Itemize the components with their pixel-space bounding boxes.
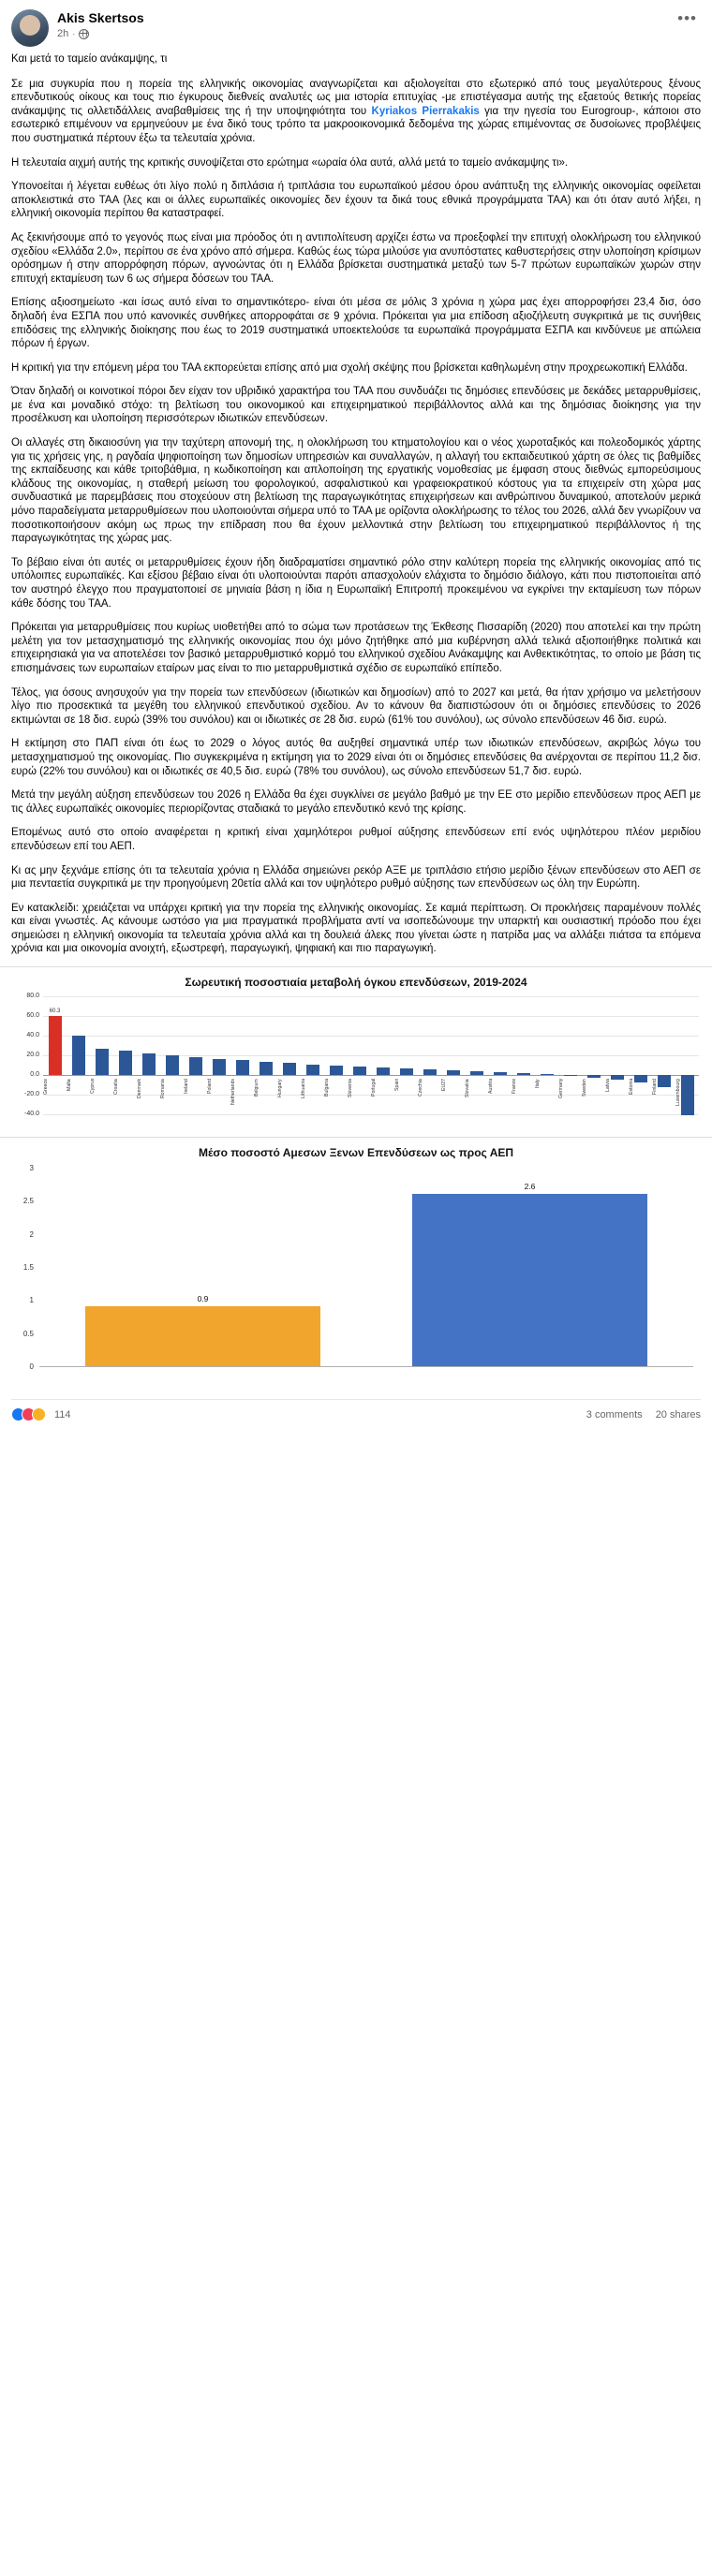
- chart1-y-tick: 0.0: [30, 1071, 39, 1079]
- author-name[interactable]: Akis Skertsos: [57, 10, 144, 25]
- mention-link[interactable]: Kyriakos Pierrakakis: [371, 105, 480, 117]
- chart-card-fdi-gdp: [0, 1137, 712, 1397]
- chart1-category-label: Romania: [160, 1079, 166, 1098]
- post-header: [0, 0, 712, 51]
- care-icon: [32, 1407, 46, 1421]
- chart2-bars: [39, 1169, 693, 1366]
- post-paragraph: Πρόκειται για μεταρρυθμίσεις που κυρίως υιοθετήθει από το σώμα των προτάσεων της Έκθεσης Πισσαρίδη (2020) που αποτελεί και την πρώτη μελέτη για τον μετασχηματισμό της ελληνικής οικονομίας που όχι μόνο ζητήθηκε από μια κυβέρνηση αλλά τελικά αξιοποιήθηκε πολιτικά και επιχειρησιακά για να αποτελέσει τον βασικό μεταρρυθμιστικό κορμό του ελληνικού σχεδίου Ανάκαμψης και Ανθεκτικότητας, το οποίο με βάση τις επισημάνσεις των ευρωπαίων εταίρων μας είναι το πιο μεταρρυθμιστικά σχέδιο σε ευρωπαϊκό επίπεδο.: [11, 622, 701, 674]
- chart1-category-label: Sweden: [582, 1079, 587, 1097]
- chart1-category-label: Belgium: [254, 1079, 260, 1097]
- avatar[interactable]: [11, 9, 49, 47]
- chart1-y-tick: 60.0: [26, 1012, 39, 1020]
- chart1: [6, 993, 706, 1133]
- chart2-bar-value: 0.9: [197, 1294, 209, 1304]
- chart1-category-label: Croatia: [113, 1079, 119, 1095]
- footer-counts: [586, 1409, 701, 1420]
- chart1-category-label: Czechia: [418, 1079, 423, 1097]
- chart2-bar: [412, 1169, 647, 1366]
- chart1-category-label: Slovakia: [465, 1079, 470, 1097]
- chart1-category-label: Ireland: [184, 1079, 189, 1094]
- chart2-y-tick: 3: [29, 1164, 34, 1173]
- post-paragraph: Και μετά το ταμείο ανάκαμψης, τι: [11, 53, 168, 65]
- chart1-category-labels: [43, 1079, 699, 1131]
- reactions-summary[interactable]: [11, 1407, 71, 1421]
- chart1-category-label: EU27: [441, 1079, 447, 1092]
- post-paragraph: Επομένως αυτό στο οποίο αναφέρεται η κριτική είναι χαμηλότεροι ρυθμοί αύξησης επενδύσεων επί ενός υψηλότερου πλέον μεριδίου επενδύσεων επί του ΑΕΠ.: [11, 827, 701, 852]
- post-paragraph: Μετά την μεγάλη αύξηση επενδύσεων του 2026 η Ελλάδα θα έχει συγκλίνει σε μεγάλο βαθμό με την ΕΕ στο μερίδιο επενδύσεων προς ΑΕΠ με τις άλλες ευρωπαϊκές οικονομίες περιορίζοντας σταδιακά το μεγάλο επενδυτικό κενό της κρίσης.: [11, 789, 701, 815]
- chart1-category-label: Greece: [43, 1079, 49, 1096]
- chart1-y-tick: 80.0: [26, 993, 39, 1000]
- chart2-y-tick: 1: [29, 1296, 34, 1305]
- post-paragraph: Το βέβαιο είναι ότι αυτές οι μεταρρυθμίσεις έχουν ήδη διαδραματίσει σημαντικό ρόλο στην καλύτερη πορεία της ελληνικής οικονομίας από τις υπόλοιπες ευρωπαϊκές. Και εξίσου βέβαιο είναι ότι υλοποιούνται παρότι απασχολούν ελάχιστα το δημόσιο διάλογο, κάτι που πιστοποιείται από τον αυστηρό έλεγχο που πραγματοποιεί σε μηνιαία βάση η ίδια η Ευρωπαϊκή Επιτροπή προκειμένου να εγκρίνει την εκταμίευση των πόρων κάθε δόσης του ΤΑΑ.: [11, 556, 701, 610]
- post-paragraph: Οι αλλαγές στη δικαιοσύνη για την ταχύτερη απονομή της, η ολοκλήρωση του κτηματολογίου και ο νέος χωροταξικός και πολεοδομικός χάρτης για τις χρήσεις γης, η ραγδαία ψηφιοποίηση των δημοσίων υπηρεσιών και συναλλαγών, η αλλαγή του εκπαιδευτικού χάρτη σε όλες τις βαθμίδες της εκπαίδευσης και κάθε τριτοβάθμια, η κωδικοποίηση και απλοποίηση της εργατικής νομοθεσίας με έμφαση στους διεθνώς εμπορεύσιμους κλάδους της οικονομίας, η σταθερή μείωση του φορολογικού, ασφαλιστικού και γραφειοκρατικού κόστους για τα επιχειρείν στη χώρα μας συνδυαστικά με παρεμβάσεις που στοχεύουν στη βελτίωση της παραγωγικότητας επιχειρήσεων και ανθρώπινου δυναμικού, αποτελούν μερικά μόνο παραδείγματα μεταρρυθμίσεων που υλοποιούνται σήμερα υπό το ΤΑΑ με ορίζοντα ολοκλήρωσης το τέλος του 2026, αλλά δεν γνωρίζουν να ποσοτικοποιήσουν ακόμη ως πρως την επίδραση που θα έχουν μελλοντικά στην βελτίωση του επιχειρηματικού περιβάλλοντος ή της παραγωγικότητας της χώρας μας.: [11, 437, 701, 545]
- post-paragraph-mention: Σε μια συγκυρία που η πορεία της ελληνικής οικονομίας αναγνωρίζεται και αξιολογείται στο εξωτερικό από τους μεγαλύτερους ξένους επενδυτικούς οίκους και τους πιο έγκυρους διεθνείς αναλυτές ως μια ιστορία επιτυχίας -με επιστέγασμα αυτής της εξαετούς θετικής πορείας ανάκαμψης τις ολλετιδάλλεις αναβαθμίσεις της ή την υποψηφιότητα του Kyriakos Pierrakakis για την ηγεσία του Eurogroup-, κάποιοι στο εσωτερικό επιμένουν να ερμηνεύουν με ένα δικό τους τρόπο τα μακροοικονομικά δεδομένα της χώρας επιμένοντας σε δυσοίωνες προβλέψεις που συστηματικά πέρτουν έξω τα τελευταία χρόνια.: [11, 78, 701, 144]
- chart2-y-tick: 2: [29, 1229, 34, 1239]
- chart2-bar: [85, 1169, 320, 1366]
- chart1-category-label: Lithuania: [301, 1079, 306, 1099]
- reaction-icons: [11, 1407, 42, 1421]
- post-paragraph: Ας ξεκινήσουμε από το γεγονός πως είναι μια πρόοδος ότι η αντιπολίτευση αρχίζει έστω να προεξοφλεί την επιτυχή ολοκλήρωση του ελληνικού σχεδίου «Ελλάδα 2.0», περίπου σε ένα χρόνο από σήμερα. Καθώς έως τώρα μιλούσε για ανυπόστατες καθυστερήσεις στην υλοποίηση κρίσιμων ορόσημων ή στην απορρόφηση πόρων, αγνοώντας ότι η Ελλάδα βρίσκεται συστηματικά μεταξύ των 5-7 πρώτων ευρωπαϊκών χωρών στην επιτυχή εκταμίευση των 6 ως σήμερα δόσεων του ΤΑΑ.: [11, 231, 701, 285]
- post-paragraph: Τέλος, για όσους ανησυχούν για την πορεία των επενδύσεων (ιδιωτικών και δημοσίων) από το 2027 και μετά, θα ήταν χρήσιμο να μελετήσουν λίγο πιο προσεκτικά τα μεγέθη του ελληνικού επενδυτικού σχεδίου. Αν το κάνουν θα διαπιστώσουν ότι οι δημόσιες επενδύσεις το 2026 εκτιμώνται σε 18 δισ. ευρώ (39% του συνόλου) και οι ιδιωτικές σε 28 δισ. ευρώ (61% του συνόλου), ως σύνολο επενδύσεων 46 δισ. ευρώ.: [11, 686, 701, 726]
- chart1-category-label: France: [512, 1079, 517, 1095]
- post-author-block: [57, 9, 677, 41]
- post-footer: [11, 1399, 701, 1431]
- post-paragraph: Εν κατακλείδι: χρειάζεται να υπάρχει κριτική για την πορεία της ελληνικής οικονομίας. Σε καμιά περίπτωση. Οι προκλήσεις παραμένουν πολλές και είναι γνωστές. Ας κάνουμε ωστόσο για μια πραγματικά προβλήματα αντί να ισοπεδώνουμε την υπαρκτή και ουσιαστική πρόοδο που έχει σημειώσει η ελληνική οικονομία τα τελευταία χρόνια αλλά και τη δουλειά άλεκς που γίνεται ώστε η πατρίδα μας να αλλάξει πιάτσα τα επόμενα χρόνια και μια οικονομία ανοιχτή, εξωστρεφή, παραγωγική, ψηφιακή και πιο παραγωγική.: [11, 902, 701, 955]
- chart1-category-label: Germany: [558, 1079, 564, 1099]
- post-paragraph: Η τελευταία αιχμή αυτής της κριτικής συνοψίζεται στο ερώτημα «ωραία όλα αυτά, αλλά μετά το ταμείο ανάκαμψης τι».: [11, 156, 569, 169]
- chart1-category-label: Netherlands: [230, 1079, 236, 1106]
- comments-count[interactable]: 3 comments: [586, 1408, 643, 1420]
- chart1-category-label: Slovenia: [348, 1079, 353, 1097]
- chart1-category-label: Estonia: [629, 1079, 634, 1096]
- chart1-category-label: Hungary: [277, 1079, 283, 1097]
- chart1-y-tick: -40.0: [24, 1111, 39, 1118]
- chart1-category-label: Latvia: [605, 1079, 611, 1092]
- post-paragraph: Επίσης αξιοσημείωτο -και ίσως αυτό είναι το σημαντικότερο- είναι ότι μέσα σε μόλις 3 χρόνια η χώρα μας έχει απορροφήσει 23,4 δισ, όσο δηλαδή ένα ΕΣΠΑ που υπό κανονικές συνθήκες απορροφάται σε 9 χρόνια. Πρόκειται για μια επίδοση αξιοζήλευτη συγκριτικά με τις συνήθεις επιδόσεις της ελληνικής διοίκησης που έως το 2019 συστηματικά υποεκτελούσε τα ευρωπαϊκά προγράμματα ΕΣΠΑ και κινδύνευε με απώλεια πόρων ή έργων.: [11, 297, 701, 350]
- chart1-category-label: Malta: [67, 1079, 72, 1091]
- chart2-y-tick: 1.5: [22, 1263, 34, 1273]
- chart1-category-label: Spain: [394, 1079, 400, 1092]
- post-paragraph: Η εκτίμηση στο ΠΑΠ είναι ότι έως το 2029 ο λόγος αυτός θα αυξηθεί σημαντικά υπέρ των ιδιωτικών επενδύσεων, ακριβώς λόγω του μετασχηματισμού της οικονομίας. Πιο συγκεκριμένα η εκτίμηση για το 2029 είναι ότι οι δημόσιες επενδύσεις θα ανέρχονται σε περίπου 11,2 δισ. ευρώ (22% του συνόλου) και οι ιδιωτικές σε 40,5 δισ. ευρώ (78% του συνόλου), ως σύνολο επενδύσεων 51,7 δισ. ευρώ.: [11, 738, 701, 777]
- post-paragraph: Κι ας μην ξεχνάμε επίσης ότι τα τελευταία χρόνια η Ελλάδα σημειώνει ρεκόρ ΑΞΕ με τριπλάσιο ετήσιο μερίδιο ξένων επενδύσεων στο ΑΕΠ σε μια πενταετία συγκριτικά με την προηγούμενη 20ετία αλλά και τον υψηλότερο ρυθμό αύξησης των επενδύσεων ως όλη την Ευρώπη.: [11, 864, 701, 891]
- chart1-category-label: Finland: [652, 1079, 658, 1096]
- chart1-category-label: Bulgaria: [324, 1079, 330, 1097]
- chart1-y-tick: -20.0: [24, 1091, 39, 1098]
- chart1-title: Σωρευτική ποσοστιαία μεταβολή όγκου επενδύσεων, 2019-2024: [185, 976, 527, 990]
- chart1-category-label: Italy: [535, 1079, 541, 1088]
- chart1-y-tick: 40.0: [26, 1032, 39, 1039]
- chart-card-investment-change: [0, 966, 712, 1133]
- chart2-plot: [39, 1169, 693, 1367]
- chart2: [6, 1163, 706, 1397]
- chart2-y-tick: 0.5: [22, 1329, 34, 1338]
- post-paragraph: Υπονοείται ή λέγεται ευθέως ότι λίγο πολύ η διπλάσια ή τριπλάσια του ευρωπαϊκού μέσου όρου ανάπτυξη της ελληνικής οικονομίας οφείλεται αποκλειστικά στο ΤΑΑ (λες και οι άλλες ευρωπαϊκές οικονομίες δεν έχουν τα δικά τους εθνικά προγράμματα ΤΑΑ) και ότι όταν αυτό λήξει, η ελληνική οικονομία περίπου θα καταστραφεί.: [11, 181, 701, 220]
- chart2-title: Μέσο ποσοστό Αμεσων Ξενων Επενδύσεων ως προς ΑΕΠ: [198, 1146, 514, 1160]
- chart1-category-label: Poland: [207, 1079, 213, 1095]
- chart1-category-label: Denmark: [137, 1079, 142, 1099]
- chart2-y-tick: 0: [29, 1362, 34, 1372]
- chart1-y-tick: 20.0: [26, 1052, 39, 1059]
- chart1-category-label: Cyprus: [90, 1079, 96, 1095]
- chart1-category-label: Luxembourg: [675, 1079, 681, 1106]
- post-paragraph: Όταν δηλαδή οι κοινοτικοί πόροι δεν είχαν τον υβριδικό χαρακτήρα του ΤΑΑ που συνδυάζει τις δημόσιες επενδύσεις με δεκάδες μεταρρυθμίσεις, με ένα και μοναδικό στόχο: τη βελτίωση του οικονομικού και επιχειρηματικού περιβάλλοντος αλλά και της δημόσιας διοίκησης για την προσέλκυση και υλοποίηση περισσότερων ιδιωτικών επενδύσεων.: [11, 386, 701, 425]
- chart1-category-label: Portugal: [371, 1079, 377, 1097]
- chart1-category-label: Austria: [488, 1079, 494, 1095]
- post-body: [0, 51, 712, 956]
- chart1-bar-value: 60.3: [49, 1008, 61, 1014]
- chart2-y-tick: 2.5: [22, 1197, 34, 1206]
- globe-icon: [79, 29, 89, 39]
- ellipsis-icon[interactable]: •••: [677, 9, 697, 27]
- chart2-bar-value: 2.6: [524, 1182, 536, 1192]
- shares-count[interactable]: 20 shares: [655, 1408, 701, 1420]
- post-meta: 2h ·: [57, 27, 677, 41]
- post-paragraph: Η κριτική για την επόμενη μέρα του ΤΑΑ εκπορεύεται επίσης από μια σχολή σκέψης που βρίσκεται καθηλωμένη στην προχρεωκοπική Ελλάδα.: [11, 361, 688, 374]
- post-timestamp[interactable]: 2h: [57, 28, 69, 39]
- reaction-count[interactable]: 114: [54, 1408, 71, 1420]
